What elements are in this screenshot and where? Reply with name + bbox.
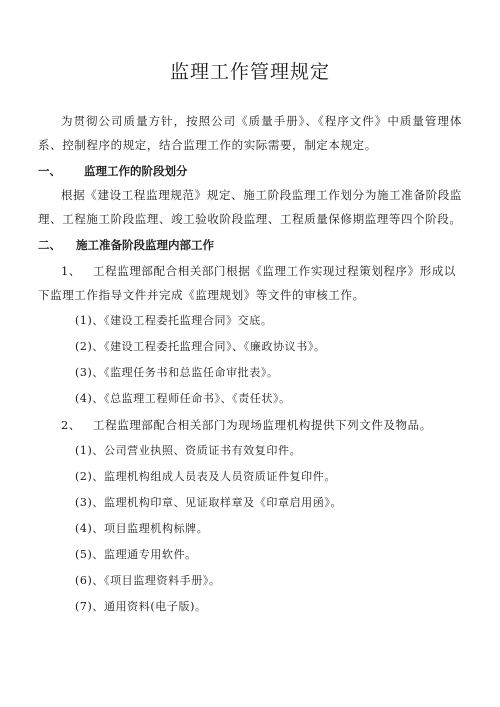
section-heading-2 [38,233,462,257]
intro-paragraph: 为贯彻公司质量方针，按照公司《质量手册》、《程序文件》中质量管理体系、控制程序的规定，结合监理工作的实际需要，制定本规定。 [38,114,462,152]
list-item: (5)、监理通专用软件。 [75,548,197,561]
section-number: 一、 [38,164,61,178]
list-item: (2)、监理机构组成人员表及人员资质证件复印件。 [75,470,336,483]
item-number: 2、 [61,418,82,432]
list-item: (2)、《建设工程委托监理合同》、《廉政协议书》。 [75,340,326,353]
list-item: (4)、项目监理机构标牌。 [75,522,209,535]
list-item: (6)、《项目监理资料手册》。 [75,574,221,587]
item-number: 1、 [61,264,82,278]
numbered-paragraph-1 [38,259,462,307]
document-title: 监理工作管理规定 [169,61,330,83]
section-heading-text: 监理工作的阶段划分 [84,164,188,178]
item-text: 工程监理部配合相关部门根据《监理工作实现过程策划程序》形成以下监理工作指导文件并完成《监理规划》等文件的审核工作。 [38,264,457,302]
list-item: (7)、通用资料(电子版)。 [75,600,207,613]
section-number: 二、 [38,238,61,252]
list-item: (1)、公司营业执照、资质证书有效复印件。 [75,444,302,457]
item-text: 工程监理部配合相关部门为现场监理机构提供下列文件及物品。 [93,418,432,432]
numbered-paragraph-2 [38,413,462,437]
section-heading-1 [38,159,462,183]
list-item: (1)、《建设工程委托监理合同》交底。 [75,314,273,327]
section-heading-text: 施工准备阶段监理内部工作 [76,238,214,252]
list-item: (3)、《监理任务书和总监任命审批表》。 [75,366,279,379]
list-item: (3)、监理机构印章、见证取样章及《印章启用函》。 [75,496,343,509]
list-item: (4)、《总监理工程师任命书》、《责任状》。 [75,392,291,405]
section-1-body: 根据《建设工程监理规范》规定、施工阶段监理工作划分为施工准备阶段监理、工程施工阶段监理、竣工验收阶段监理、工程质量保修期监理等四个阶段。 [38,188,462,226]
